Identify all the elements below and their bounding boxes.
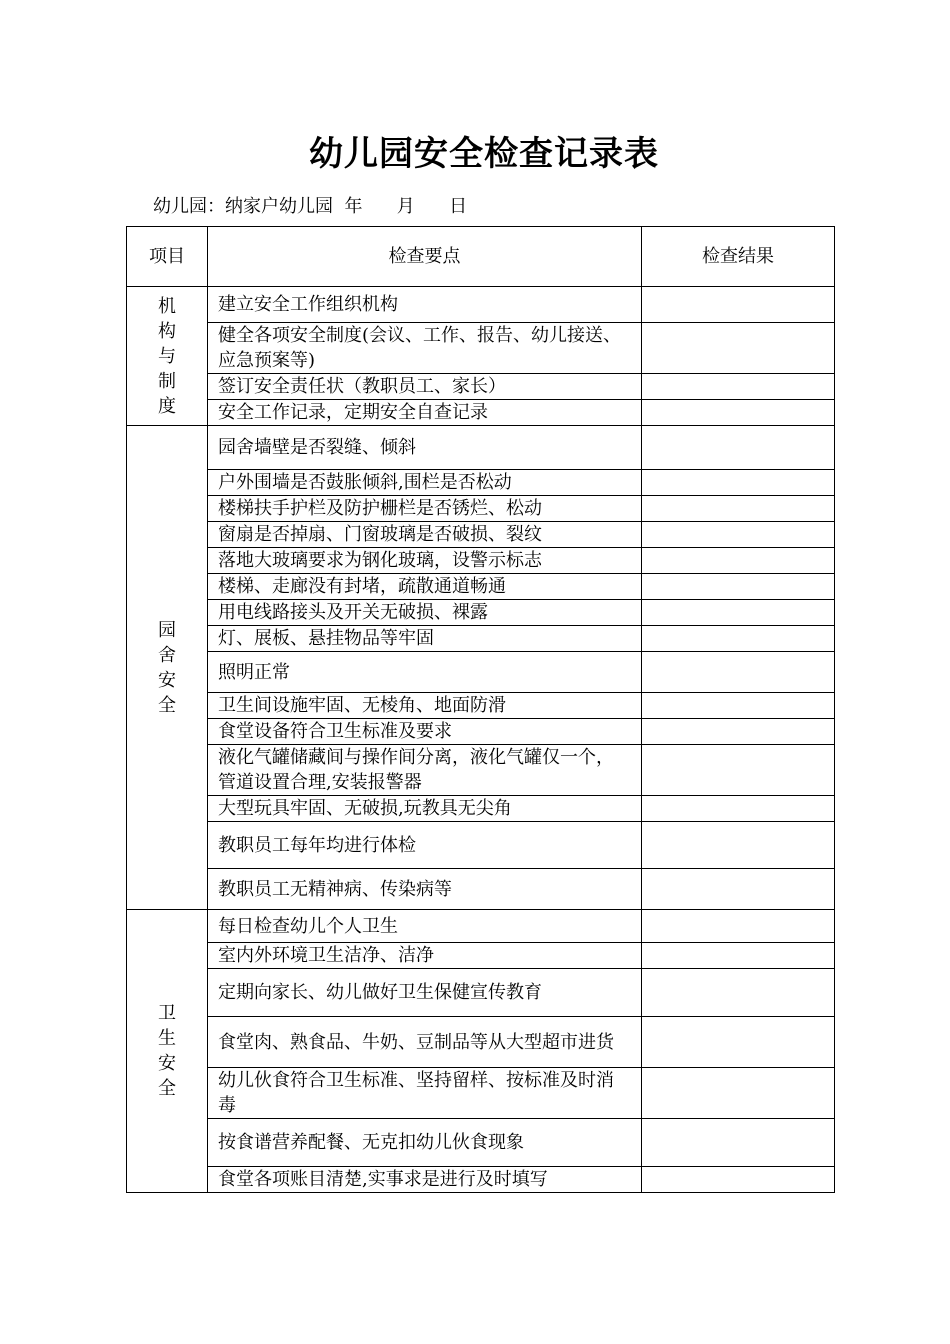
table-row: [127, 1017, 835, 1068]
check-point: 教职员工无精神病、传染病等: [208, 869, 642, 910]
table-row: [127, 822, 835, 869]
table-row: [127, 1167, 835, 1193]
table-row: [127, 600, 835, 626]
check-point: 照明正常: [208, 652, 642, 693]
check-point: 签订安全责任状（教职员工、家长）: [208, 374, 642, 400]
check-result-cell[interactable]: [642, 745, 835, 796]
check-result-cell[interactable]: [642, 426, 835, 470]
table-row: [127, 943, 835, 969]
table-row: [127, 323, 835, 374]
check-point: 按食谱营养配餐、无克扣幼儿伙食现象: [208, 1119, 642, 1167]
table-row: [127, 470, 835, 496]
check-result-cell[interactable]: [642, 910, 835, 943]
check-point: 用电线路接头及开关无破损、裸露: [208, 600, 642, 626]
category-label: 园舍安全: [158, 619, 176, 716]
category-cell: [127, 910, 208, 1193]
check-point: 建立安全工作组织机构: [208, 287, 642, 323]
table-row: [127, 496, 835, 522]
table-row: [127, 796, 835, 822]
table-row: [127, 652, 835, 693]
check-result-cell[interactable]: [642, 548, 835, 574]
check-point: 定期向家长、幼儿做好卫生保健宣传教育: [208, 969, 642, 1017]
table-row: [127, 287, 835, 323]
check-result-cell[interactable]: [642, 522, 835, 548]
table-row: [127, 574, 835, 600]
check-result-cell[interactable]: [642, 693, 835, 719]
check-result-cell[interactable]: [642, 1167, 835, 1193]
check-result-cell[interactable]: [642, 822, 835, 869]
check-result-cell[interactable]: [642, 796, 835, 822]
check-point: 食堂设备符合卫生标准及要求: [208, 719, 642, 745]
table-row: [127, 719, 835, 745]
check-result-cell[interactable]: [642, 869, 835, 910]
check-point: 安全工作记录，定期安全自查记录: [208, 400, 642, 426]
check-result-cell[interactable]: [642, 1017, 835, 1068]
check-point: 户外围墙是否鼓胀倾斜,围栏是否松动: [208, 470, 642, 496]
check-point: 每日检查幼儿个人卫生: [208, 910, 642, 943]
table-row: [127, 869, 835, 910]
table-header-row: [127, 227, 835, 287]
check-point: 食堂各项账目清楚,实事求是进行及时填写: [208, 1167, 642, 1193]
check-result-cell[interactable]: [642, 400, 835, 426]
header-check-result: 检查结果: [642, 227, 835, 287]
check-result-cell[interactable]: [642, 652, 835, 693]
table-row: [127, 400, 835, 426]
check-point: 落地大玻璃要求为钢化玻璃，设警示标志: [208, 548, 642, 574]
check-point: 大型玩具牢固、无破损,玩教具无尖角: [208, 796, 642, 822]
table-row: [127, 548, 835, 574]
table-row: [127, 1068, 835, 1119]
check-point: 健全各项安全制度(会议、工作、报告、幼儿接送、应急预案等): [208, 323, 642, 374]
check-point: 食堂肉、熟食品、牛奶、豆制品等从大型超市进货: [208, 1017, 642, 1068]
header-item: 项目: [127, 227, 208, 287]
check-point: 灯、展板、悬挂物品等牢固: [208, 626, 642, 652]
category-label: 卫生安全: [158, 1003, 176, 1099]
check-result-cell[interactable]: [642, 600, 835, 626]
check-result-cell[interactable]: [642, 287, 835, 323]
check-result-cell[interactable]: [642, 943, 835, 969]
kindergarten-date-line: 幼儿园：纳家户幼儿园 年 月 日: [153, 196, 468, 217]
table-row: [127, 626, 835, 652]
check-result-cell[interactable]: [642, 969, 835, 1017]
check-result-cell[interactable]: [642, 719, 835, 745]
category-cell: [127, 287, 208, 426]
table-row: [127, 374, 835, 400]
check-point: 园舍墙壁是否裂缝、倾斜: [208, 426, 642, 470]
check-point: 室内外环境卫生洁净、洁净: [208, 943, 642, 969]
check-point: 楼梯、走廊没有封堵，疏散通道畅通: [208, 574, 642, 600]
check-point: 幼儿伙食符合卫生标准、坚持留样、按标准及时消毒: [208, 1068, 642, 1119]
check-point: 卫生间设施牢固、无棱角、地面防滑: [208, 693, 642, 719]
table-row: [127, 910, 835, 943]
check-point: 窗扇是否掉扇、门窗玻璃是否破损、裂纹: [208, 522, 642, 548]
page-title: 幼儿园安全检查记录表: [309, 134, 659, 174]
check-result-cell[interactable]: [642, 470, 835, 496]
table-row: [127, 969, 835, 1017]
table-row: [127, 426, 835, 470]
check-result-cell[interactable]: [642, 626, 835, 652]
check-result-cell[interactable]: [642, 496, 835, 522]
check-point: 液化气罐储藏间与操作间分离，液化气罐仅一个，管道设置合理,安装报警器: [208, 745, 642, 796]
check-result-cell[interactable]: [642, 1068, 835, 1119]
check-result-cell[interactable]: [642, 323, 835, 374]
table-row: [127, 1119, 835, 1167]
safety-check-table: [126, 226, 835, 1193]
check-result-cell[interactable]: [642, 1119, 835, 1167]
table-row: [127, 693, 835, 719]
check-point: 楼梯扶手护栏及防护栅栏是否锈烂、松动: [208, 496, 642, 522]
check-point: 教职员工每年均进行体检: [208, 822, 642, 869]
category-label: 机构与制度: [158, 295, 176, 417]
check-result-cell[interactable]: [642, 574, 835, 600]
table-row: [127, 745, 835, 796]
category-cell: [127, 426, 208, 910]
check-result-cell[interactable]: [642, 374, 835, 400]
header-check-points: 检查要点: [208, 227, 642, 287]
table-row: [127, 522, 835, 548]
